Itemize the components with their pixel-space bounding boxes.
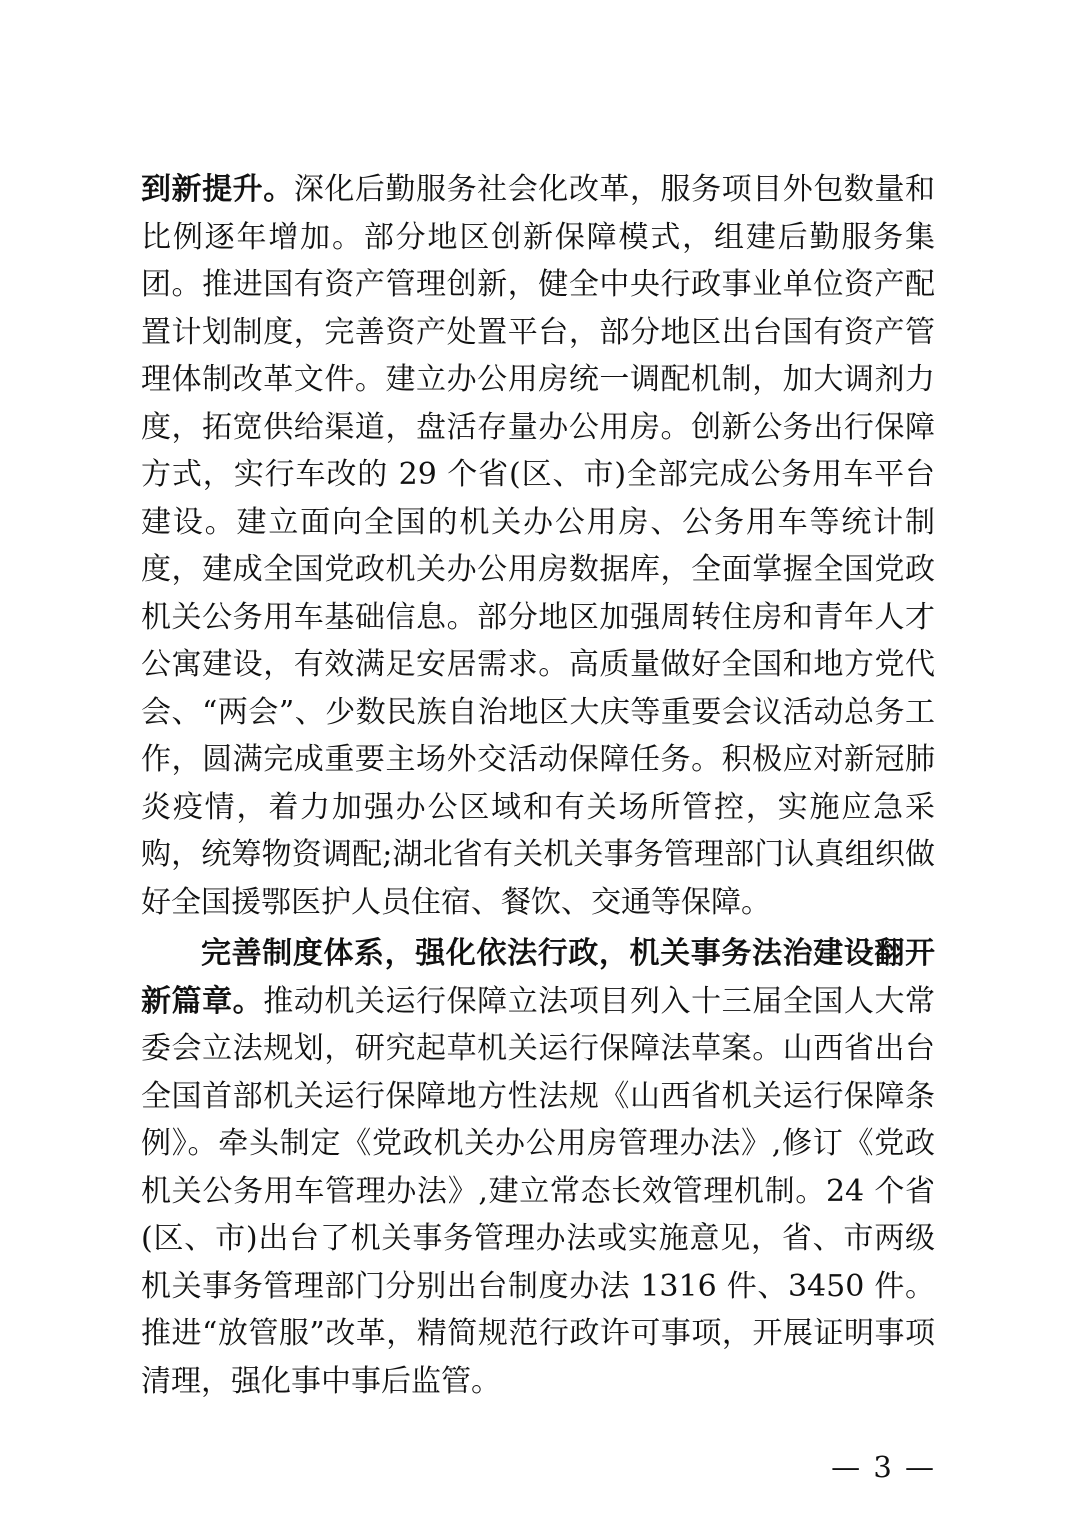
page-number: — 3 —	[831, 1450, 936, 1484]
paragraph-1-lead: 到新提升。	[141, 172, 294, 207]
paragraph-2	[141, 930, 935, 1405]
paragraph-2-body: 推动机关运行保障立法项目列入十三届全国人大常委会立法规划，研究起草机关运行保障法草案。山西省出台全国首部机关运行保障地方性法规《山西省机关运行保障条例》。牵头制定《党政机关办公用房管理办法》,修订《党政机关公务用车管理办法》,建立常态长效管理机制。24 个省(区、市)出台了机关事务管理办法或实施意见，省、市两级机关事务管理部门分别出台制度办法 1316 件、3450 件。推进“放管服”改革，精简规范行政许可事项，开展证明事项清理，强化事中事后监管。	[141, 983, 936, 1399]
paragraph-1-body: 深化后勤服务社会化改革，服务项目外包数量和比例逐年增加。部分地区创新保障模式，组建后勤服务集团。推进国有资产管理创新，健全中央行政事业单位资产配置计划制度，完善资产处置平台，部分地区出台国有资产管理体制改革文件。建立办公用房统一调配机制，加大调剂力度，拓宽供给渠道，盘活存量办公用房。创新公务出行保障方式，实行车改的 29 个省(区、市)全部完成公务用车平台建设。建立面向全国的机关办公用房、公务用车等统计制度，建成全国党政机关办公用房数据库，全面掌握全国党政机关公务用车基础信息。部分地区加强周转住房和青年人才公寓建设，有效满足安居需求。高质量做好全国和地方党代会、“两会”、少数民族自治地区大庆等重要会议活动总务工作，圆满完成重要主场外交活动保障任务。积极应对新冠肺炎疫情，着力加强办公区域和有关场所管控，实施应急采购，统筹物资调配;湖北省有关机关事务管理部门认真组织做好全国援鄂医护人员住宿、餐饮、交通等保障。	[141, 172, 936, 920]
paragraph-2-lead: 完善制度体系，强化依法行政，机关事务法治建设翻开新篇章。	[141, 936, 935, 1019]
paragraph-1	[141, 166, 935, 926]
document-body	[141, 166, 935, 1405]
